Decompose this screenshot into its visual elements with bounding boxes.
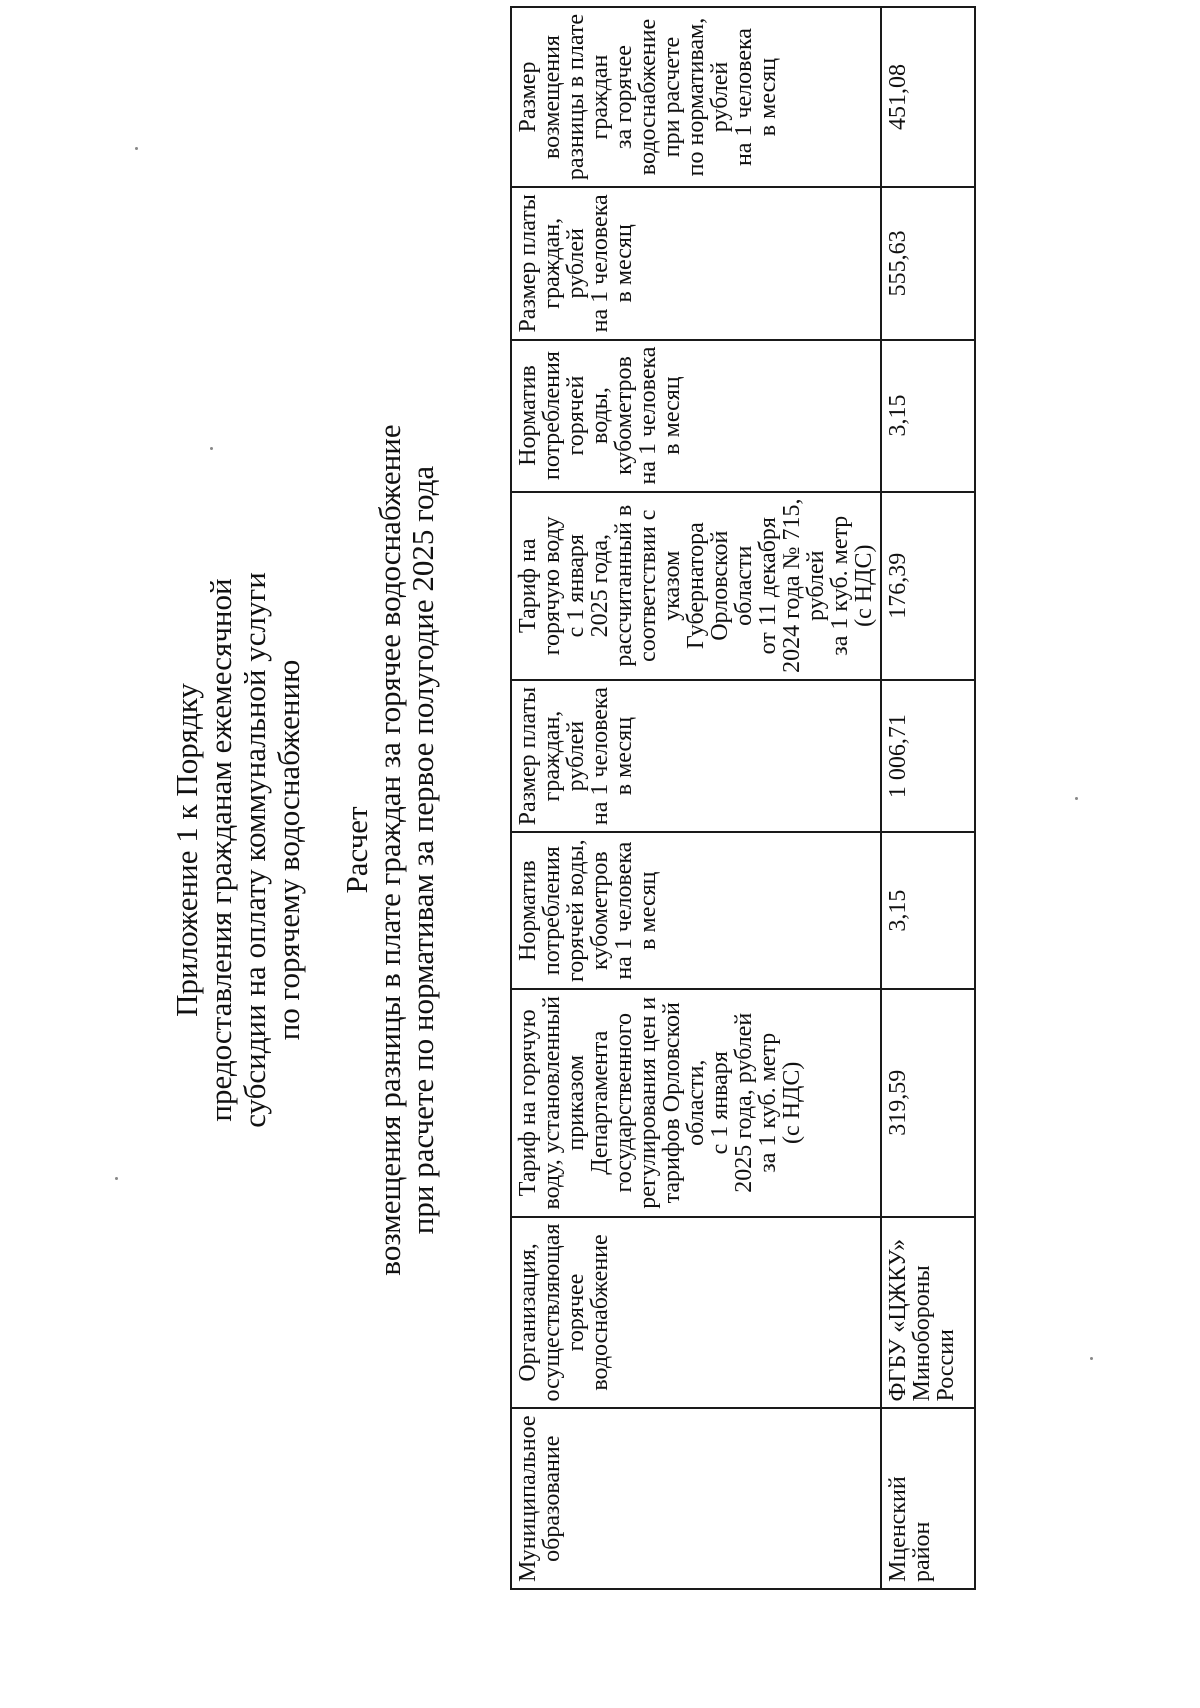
scan-speck [210, 447, 213, 450]
table-row [881, 7, 975, 1589]
header-consumption-norm-2: Норматив потребления горячей воды, кубометров на 1 человека в месяц [511, 340, 881, 492]
header-tariff-department: Тариф на горячую воду, установленный приказом Департамента государственного регулирования цен и тарифов Орловской области, с 1 января 2025 года, рублей за 1 куб. метр (с НДС) [511, 989, 881, 1217]
calculation-heading [340, 100, 439, 1600]
rotated-page [0, 13, 1150, 1660]
header-municipality: Муниципальное образование [511, 1408, 881, 1589]
header-payment-amount: Размер платы граждан, рублей на 1 человека в месяц [511, 680, 881, 832]
cell-municipality: Мценский район [881, 1408, 975, 1589]
header-organization: Организация, осуществляющая горячее водоснабжение [511, 1217, 881, 1409]
header-tariff-governor-decree: Тариф на горячую воду с 1 января 2025 года, рассчитанный в соответствии с указом Губернатора Орловской области от 11 декабря 2024 года № 715, рублей за 1 куб. метр (с НДС) [511, 492, 881, 680]
scan-speck [135, 147, 138, 150]
cell-organization: ФГБУ «ЦЖКУ» Минобороны России [881, 1217, 975, 1409]
cell-compensation: 451,08 [881, 7, 975, 187]
cell-payment-amount: 1 006,71 [881, 680, 975, 832]
scan-speck [115, 1177, 118, 1180]
appendix-line: субсидии на оплату коммунальной услуги [237, 572, 272, 1128]
cell-tariff-governor-decree: 176,39 [881, 492, 975, 680]
calculation-table [510, 6, 976, 1590]
header-compensation: Размер возмещения разницы в плате граждан за горячее водоснабжение при расчете по нормативам, рублей на 1 человека в месяц [511, 7, 881, 187]
cell-payment-amount-2: 555,63 [881, 187, 975, 339]
header-consumption-norm: Норматив потребления горячей воды, кубометров на 1 человека в месяц [511, 832, 881, 989]
header-payment-amount-2: Размер платы граждан, рублей на 1 человека в месяц [511, 187, 881, 339]
calculation-subtitle-line: возмещения разницы в плате граждан за горячее водоснабжение [372, 424, 407, 1276]
cell-tariff-department: 319,59 [881, 989, 975, 1217]
calculation-subtitle-line: при расчете по нормативам за первое полугодие 2025 года [405, 465, 440, 1235]
calculation-title: Расчет [339, 806, 374, 894]
cell-consumption-norm-2: 3,15 [881, 340, 975, 492]
scan-speck [1090, 1357, 1093, 1360]
appendix-line: по горячему водоснабжению [271, 659, 306, 1041]
appendix-line: предоставления гражданам ежемесячной [203, 578, 238, 1122]
appendix-line: Приложение 1 к Порядку [169, 683, 204, 1017]
appendix-heading [170, 240, 306, 1460]
scan-speck [1075, 797, 1078, 800]
cell-consumption-norm: 3,15 [881, 832, 975, 989]
table-header-row [511, 7, 881, 1589]
